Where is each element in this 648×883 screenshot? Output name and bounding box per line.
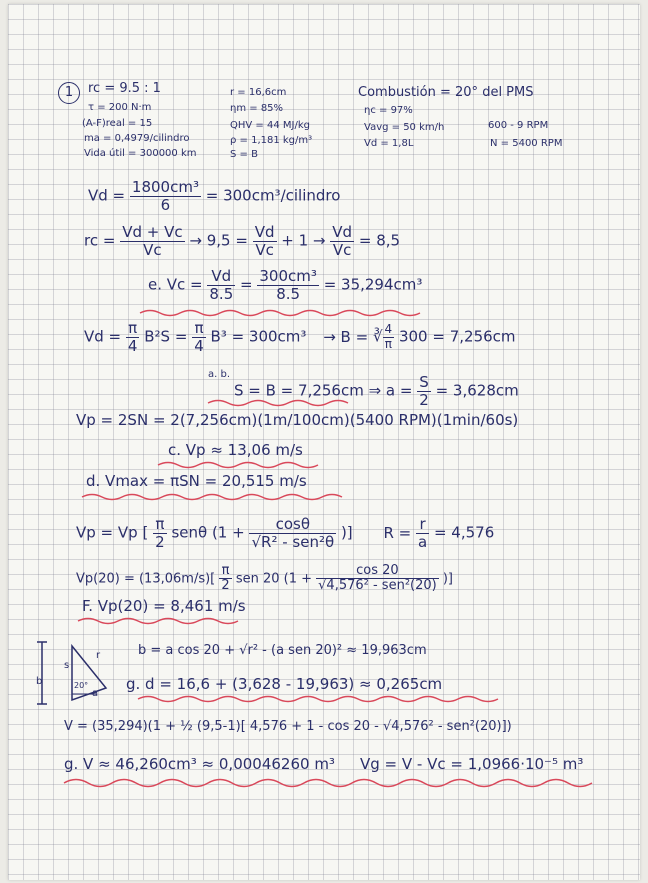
problem-number: 1 — [58, 82, 80, 104]
given-vd: Vd = 1,8L — [364, 138, 414, 149]
rc-equation: rc = $\frac{Vd + Vc}{Vc}$ → 9,5 = $\frac{Vd}{Vc}$ + 1 → $\frac{Vd}{Vc}$ = 8,5 — [84, 223, 401, 259]
underline-g — [138, 694, 498, 704]
given-r: r = 16,6cm — [230, 87, 287, 98]
piston-speed-equation: Vp = 2SN = 2(7,256cm)(1m/100cm)(5400 RPM)(1min/60s) — [76, 411, 519, 429]
triangle-angle: 20° — [74, 681, 89, 690]
underline-c — [158, 460, 328, 470]
graph-paper-sheet — [8, 4, 640, 880]
underline-d — [82, 492, 342, 502]
volume-equation: V = (35,294)(1 + ½ (9,5-1)[ 4,576 + 1 - cos 20 - √4,576² - sen²(20)]) — [64, 719, 512, 734]
underline-final — [64, 776, 604, 790]
part-labels-ab: a. b. — [208, 369, 231, 380]
given-lifespan: Vida útil = 300000 km — [84, 148, 197, 159]
part-c-result: c. Vp ≈ 13,06 m/s — [168, 441, 303, 459]
triangle-label-r: r — [96, 650, 101, 661]
triangle-label-a: a — [92, 688, 99, 699]
given-rc: rc = 9.5 : 1 — [88, 81, 161, 96]
given-s-b: S = B — [230, 149, 258, 160]
given-torque: τ = 200 N·m — [88, 102, 152, 113]
piston-speed-formula: Vp = Vp [ $\frac{\pi}{2}$ senθ (1 + $\frac{\cos\theta}{\text{√R² - sen²θ}}$ )] R = $\frac{r}{a}$ = 4,576 — [76, 515, 495, 551]
b-equation: b = a cos 20 + √r² - (a sen 20)² ≈ 19,963cm — [138, 643, 427, 658]
vc-equation: e. Vc = $\frac{Vd}{8.5}$ = $\frac{\text{300cm³}}{8.5}$ = 35,294cm³ — [148, 267, 423, 303]
given-mass-air: ma = 0,4979/cilindro — [84, 133, 190, 144]
given-rpm-range: 600 - 9 RPM — [488, 120, 549, 131]
part-g-distance: g. d = 16,6 + (3,628 - 19,963) ≈ 0,265cm — [126, 675, 443, 693]
given-eta-m: ηm = 85% — [230, 103, 284, 114]
given-rho: ρ = 1,181 kg/m³ — [230, 135, 313, 146]
triangle-label-b: b — [36, 676, 43, 687]
final-vg-result: Vg = V - Vc = 1,0966·10⁻⁵ m³ — [360, 755, 584, 773]
given-qhv: QHV = 44 MJ/kg — [230, 120, 310, 131]
piston-speed-20-equation: Vp(20) = (13,06m/s)[ $\frac{\pi}{2}$ sen 20 (1 + $\frac{\cos 20}{\text{√4,576² - sen²(20)}}$ )] — [76, 563, 454, 594]
given-rpm-n: N = 5400 RPM — [490, 138, 563, 149]
vd-equation: Vd = $\frac{\text{1800cm³}}{6}$ = 300cm³/cilindro — [88, 178, 341, 214]
triangle-label-s: s — [64, 660, 70, 671]
stroke-crank-equation: S = B = 7,256cm ⇒ a = $\frac{S}{2}$ = 3,628cm — [234, 373, 519, 409]
given-af-ratio: (A-F)real = 15 — [82, 118, 153, 129]
given-eta-c: ηc = 97% — [364, 105, 413, 116]
given-combustion: Combustión = 20° del PMS — [358, 85, 534, 100]
underline-f — [78, 616, 248, 626]
part-f-result: F. Vp(20) = 8,461 m/s — [82, 597, 246, 615]
bore-equation: Vd = $\frac{\pi}{4}$ B²S = $\frac{\pi}{4}$ B³ = 300cm³ → B = ∛ $\frac{4}{\pi}$ 300 = 7,256cm — [84, 319, 516, 355]
underline-vc — [140, 308, 430, 318]
given-vavg: Vavg = 50 km/h — [364, 122, 445, 133]
crank-triangle-diagram — [34, 638, 124, 718]
final-volume-result: g. V ≈ 46,260cm³ ≈ 0,00046260 m³ — [64, 755, 335, 773]
underline-stroke — [208, 398, 348, 408]
part-d-result: d. Vmax = πSN = 20,515 m/s — [86, 472, 307, 490]
